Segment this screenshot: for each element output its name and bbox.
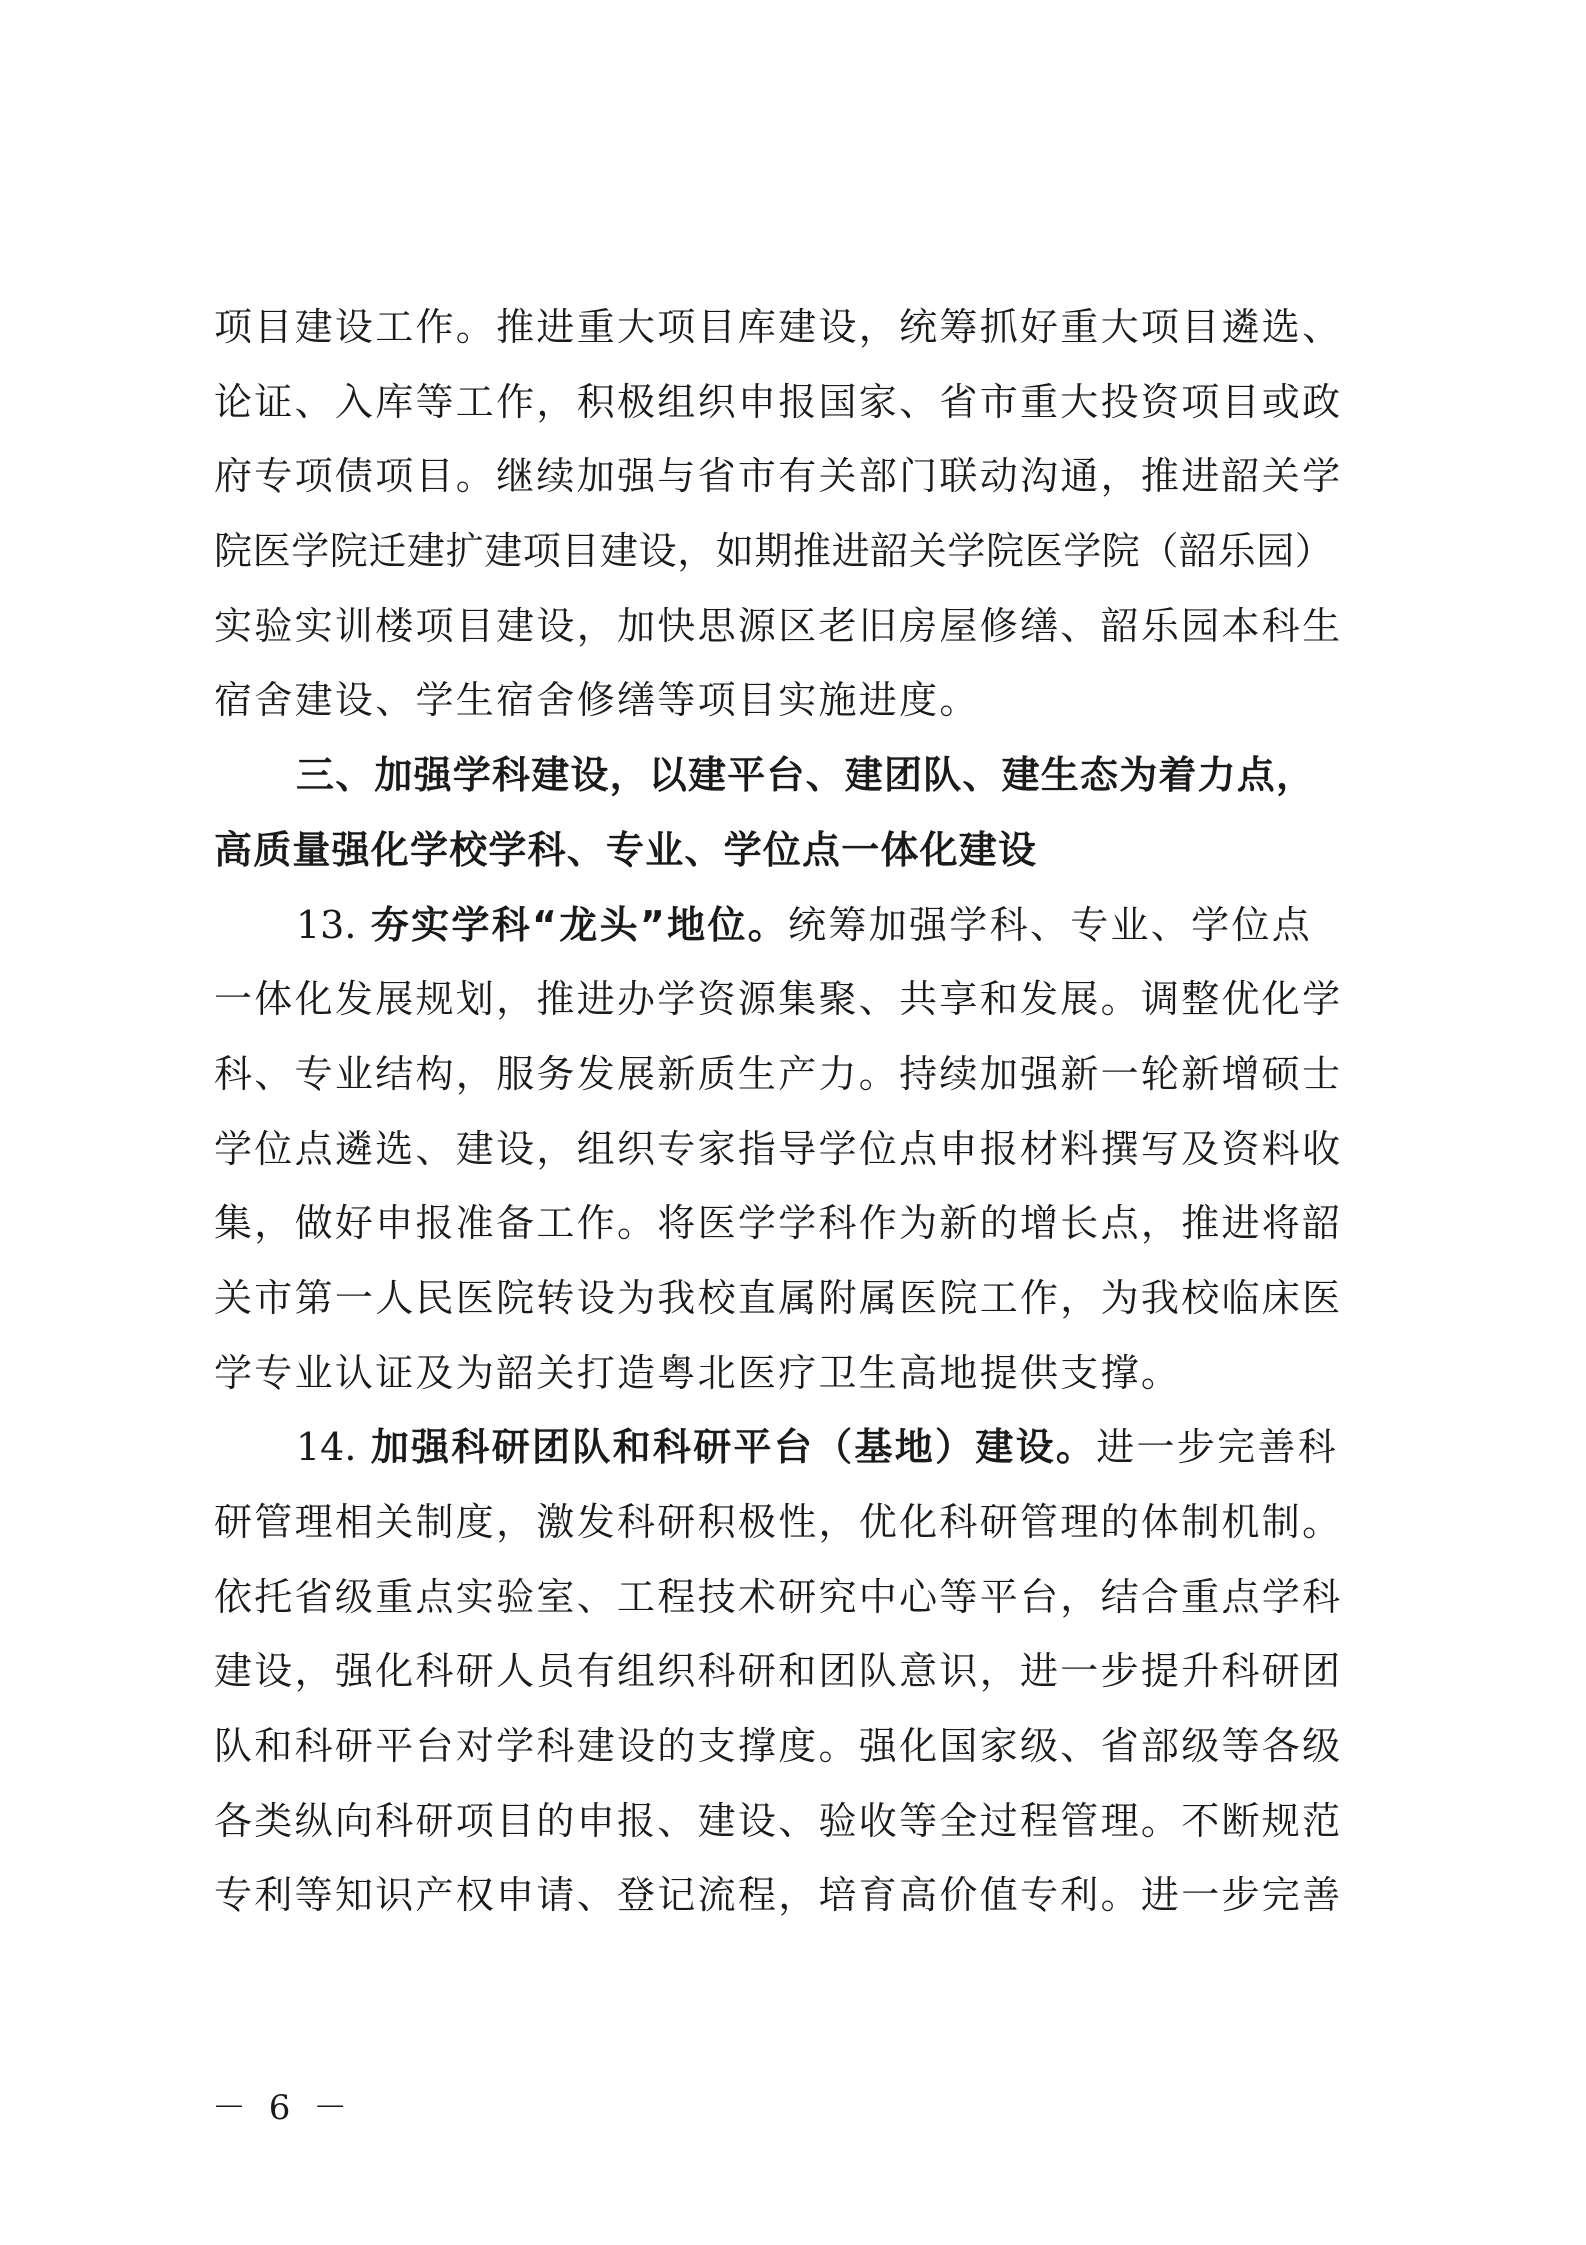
paragraph-line: 论证、入库等工作，积极组织申报国家、省市重大投资项目或政	[214, 379, 1343, 424]
paragraph-line: 一体化发展规划，推进办学资源集聚、共享和发展。调整优化学	[214, 977, 1343, 1022]
section-heading: 高质量强化学校学科、专业、学位点一体化建设	[214, 827, 1038, 872]
document-body	[214, 290, 1390, 1933]
paragraph-line: 队和科研平台对学科建设的支撑度。强化国家级、省部级等各级	[214, 1724, 1343, 1769]
paragraph-line: 项目建设工作。推进重大项目库建设，统筹抓好重大项目遴选、	[214, 305, 1343, 349]
paragraph-line: 依托省级重点实验室、工程技术研究中心等平台，结合重点学科	[214, 1574, 1343, 1619]
section-heading: 三、加强学科建设，以建平台、建团队、建生态为着力点，	[296, 753, 1316, 798]
paragraph-line: 集，做好申报准备工作。将医学学科作为新的增长点，推进将韶	[214, 1201, 1343, 1246]
paragraph-line: 学专业认证及为韶关打造粤北医疗卫生高地提供支撑。	[214, 1350, 1182, 1395]
paragraph-line: 各类纵向科研项目的申报、建设、验收等全过程管理。不断规范	[214, 1798, 1343, 1843]
item-number: 13.	[296, 902, 357, 947]
paragraph-line: 府专项债项目。继续加强与省市有关部门联动沟通，推进韶关学	[214, 454, 1343, 499]
item-text: 进一步完善科	[1096, 1425, 1339, 1470]
page-number: － 6 －	[212, 2088, 354, 2128]
paragraph-line: 建设，强化科研人员有组织科研和团队意识，进一步提升科研团	[214, 1649, 1343, 1694]
paragraph-line: 关市第一人民医院转设为我校直属附属医院工作，为我校临床医	[214, 1275, 1343, 1320]
item-text: 统筹加强学科、专业、学位点	[788, 902, 1312, 947]
paragraph-line: 实验实训楼项目建设，加快思源区老旧房屋修缮、韶乐园本科生	[214, 603, 1343, 648]
item-13-first-line	[214, 888, 1390, 963]
paragraph-line: 院医学院迁建扩建项目建设，如期推进韶关学院医学院（韶乐园）	[214, 529, 1334, 574]
item-title: 夯实学科“龙头”地位。	[370, 902, 789, 947]
paragraph-line: 宿舍建设、学生宿舍修缮等项目实施进度。	[214, 678, 980, 723]
paragraph-line: 学位点遴选、建设，组织专家指导学位点申报材料撰写及资料收	[214, 1126, 1343, 1171]
item-14-first-line	[214, 1410, 1390, 1485]
item-title: 加强科研团队和科研平台（基地）建设。	[370, 1425, 1097, 1470]
paragraph-line: 专利等知识产权申请、登记流程，培育高价值专利。进一步完善	[214, 1873, 1343, 1918]
paragraph-line: 科、专业结构，服务发展新质生产力。持续加强新一轮新增硕士	[214, 1051, 1343, 1096]
paragraph-line: 研管理相关制度，激发科研积极性，优化科研管理的体制机制。	[214, 1500, 1343, 1544]
item-number: 14.	[296, 1425, 357, 1470]
